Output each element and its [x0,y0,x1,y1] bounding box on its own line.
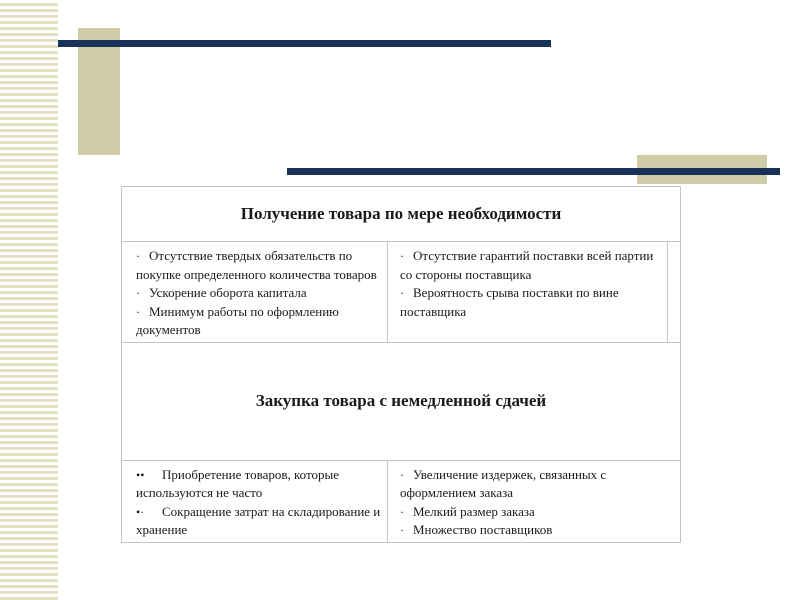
list-item: · Увеличение издержек, связанных с оформлением заказа [400,466,607,500]
list-item: · Минимум работы по оформлению документов [136,303,339,337]
section2-advantages [122,460,388,542]
decor-navy-bar-middle [287,168,780,175]
decor-navy-bar-top [58,40,551,47]
list-item: · Отсутствие твердых обязательств по покупке определенного количества товаров [136,248,377,282]
comparison-table [121,186,681,543]
table-spacer-cell [668,242,681,343]
list-item: · Множество поставщиков [400,522,553,537]
list-item: · Мелкий размер заказа [400,503,535,519]
section1-content-row [122,242,681,343]
section2-title-row [122,342,681,460]
section2-disadvantages [388,460,681,542]
section2-title: Закупка товара с немедленной сдачей [122,342,681,460]
list-item: · Отсутствие гарантий поставки всей партии со стороны поставщика [400,248,654,282]
section1-title-row [122,187,681,242]
section1-title: Получение товара по мере необходимости [122,187,681,242]
list-item: · Ускорение оборота капитала [136,285,307,300]
section1-advantages [122,242,388,343]
list-item: •• Приобретение товаров, которые используются не часто [136,466,339,500]
list-item: •· Сокращение затрат на складирование и хранение [136,503,381,537]
list-item: · Вероятность срыва поставки по вине поставщика [400,285,619,319]
section2-content-row [122,460,681,542]
left-striped-margin [0,0,58,600]
decor-olive-block-top [78,28,120,155]
section1-disadvantages [388,242,668,343]
